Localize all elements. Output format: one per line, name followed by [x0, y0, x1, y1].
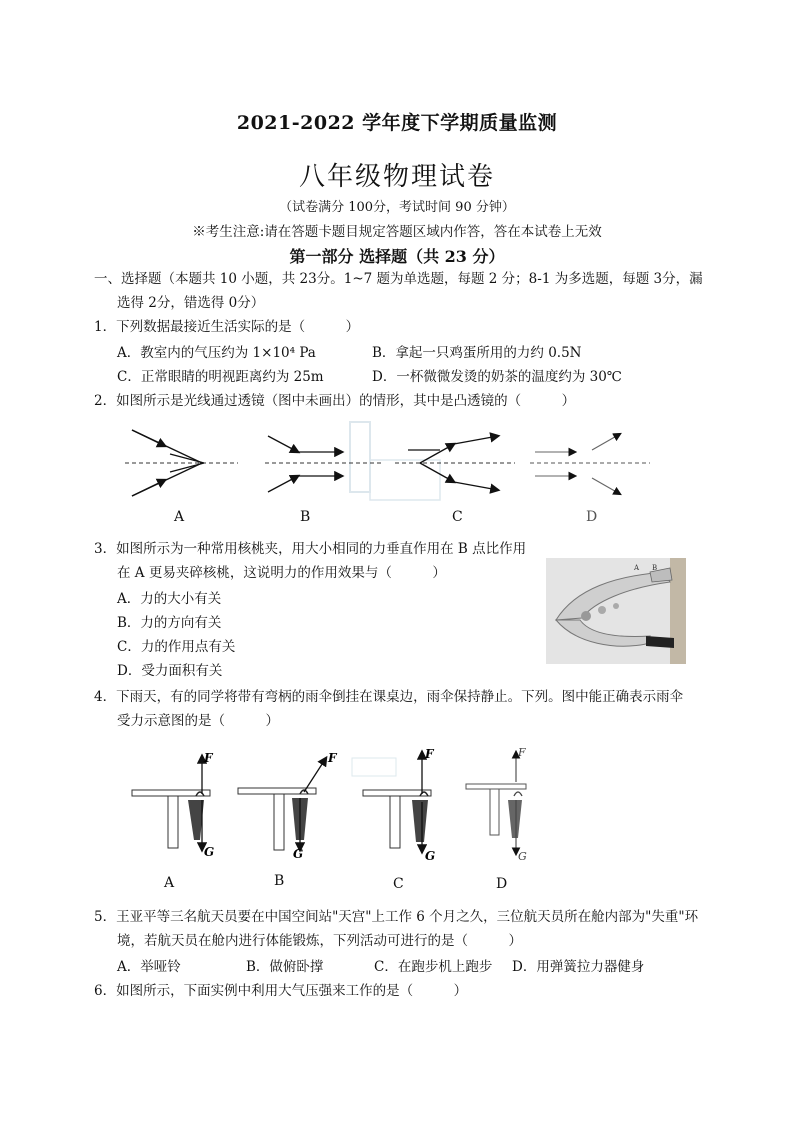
q2-label-a: A: [174, 509, 185, 525]
umbrella-diagram-b: [238, 758, 326, 850]
q5-option-d: D．用弹簧拉力器健身: [512, 959, 645, 975]
q4-label-c: C: [393, 876, 404, 892]
q5-option-a: A．举哑铃: [117, 959, 181, 975]
part-heading: 第一部分 选择题（共 23 分）: [289, 247, 505, 266]
q5-option-b: B．做俯卧撑: [246, 959, 324, 975]
q4-a-force-g: G: [204, 845, 215, 859]
q4-a-force-f: F: [204, 751, 213, 765]
q4-stem-line1: 4．下雨天，有的同学将带有弯柄的雨伞倒挂在课桌边，雨伞保持静止。下列。图中能正确表示雨伞: [94, 689, 684, 705]
lens-diagram-c: [395, 436, 515, 490]
watermark-c: [352, 758, 396, 776]
q3-option-c: C．力的作用点有关: [117, 639, 236, 655]
exam-notice: ※考生注意:请在答题卡题目规定答题区域内作答，答在本试卷上无效: [192, 224, 602, 240]
section-instructions-line1: 一、选择题（本题共 10 小题，共 23分。1~7 题为单选题，每题 2 分；8-1 为多选题，每题 3分，漏: [94, 271, 703, 287]
q4-label-a: A: [164, 875, 175, 891]
q3-stem-line2: 在 A 更易夹碎核桃，这说明力的作用效果与（ ）: [117, 565, 446, 581]
q2-label-b: B: [300, 509, 311, 525]
q4-c-force-f: F: [425, 747, 434, 761]
q5-option-c: C．在跑步机上跑步: [374, 959, 493, 975]
q5-stem-line1: 5．王亚平等三名航天员要在中国空间站"天宫"上工作 6 个月之久，三位航天员所在舱内部为"失重"环: [94, 909, 699, 925]
section-instructions-line2: 选得 2分，错选得 0分）: [117, 295, 265, 311]
q1-option-b: B．拿起一只鸡蛋所用的力约 0.5N: [372, 345, 582, 361]
exam-title: 2021-2022 学年度下学期质量监测: [236, 112, 558, 134]
umbrella-diagram-d: [466, 752, 526, 854]
q4-label-d: D: [496, 876, 508, 892]
q4-b-force-g: G: [293, 847, 304, 861]
nutcracker-label-a: A: [634, 564, 640, 572]
q4-label-b: B: [274, 873, 285, 889]
q1-stem: 1．下列数据最接近生活实际的是（ ）: [94, 319, 360, 335]
lens-diagram-d: [530, 434, 650, 494]
q4-d-force-g: G: [518, 850, 527, 863]
lens-diagram-b: [265, 436, 382, 492]
q4-d-force-f: F: [518, 746, 526, 759]
q4-stem-line2: 受力示意图的是（ ）: [117, 713, 279, 729]
q5-stem-line2: 境，若航天员在舱内进行体能锻炼，下列活动可进行的是（ ）: [117, 933, 522, 949]
q1-option-a: A．教室内的气压约为 1×10⁴ Pa: [117, 345, 316, 361]
watermark: [350, 422, 440, 500]
nutcracker-photo: [546, 558, 686, 664]
exam-info: （试卷满分 100分，考试时间 90 分钟）: [279, 200, 515, 215]
q1-option-d: D．一杯微微发烫的奶茶的温度约为 30℃: [372, 369, 622, 385]
nutcracker-label-b: B: [652, 564, 658, 572]
q4-b-force-f: F: [328, 751, 337, 765]
q2-stem: 2．如图所示是光线通过透镜（图中未画出）的情形，其中是凸透镜的（ ）: [94, 393, 576, 409]
q3-option-a: A．力的大小有关: [117, 591, 222, 607]
q3-option-b: B．力的方向有关: [117, 615, 222, 631]
exam-subject-title: 八年级物理试卷: [298, 162, 495, 192]
q2-label-c: C: [452, 509, 463, 525]
q2-label-d: D: [586, 509, 598, 525]
q3-option-d: D．受力面积有关: [117, 663, 223, 679]
q6-stem: 6．如图所示，下面实例中利用大气压强来工作的是（ ）: [94, 983, 468, 999]
q4-umbrella-figure: [120, 740, 560, 870]
q4-c-force-g: G: [425, 849, 436, 863]
q1-option-c: C．正常眼睛的明视距离约为 25m: [117, 369, 324, 385]
lens-diagram-a: [125, 430, 238, 496]
umbrella-diagram-a: [132, 756, 210, 850]
umbrella-diagram-c: [363, 752, 431, 852]
q2-lens-figure: [120, 420, 660, 530]
q3-stem-line1: 3．如图所示为一种常用核桃夹，用大小相同的力垂直作用在 B 点比作用: [94, 541, 527, 557]
